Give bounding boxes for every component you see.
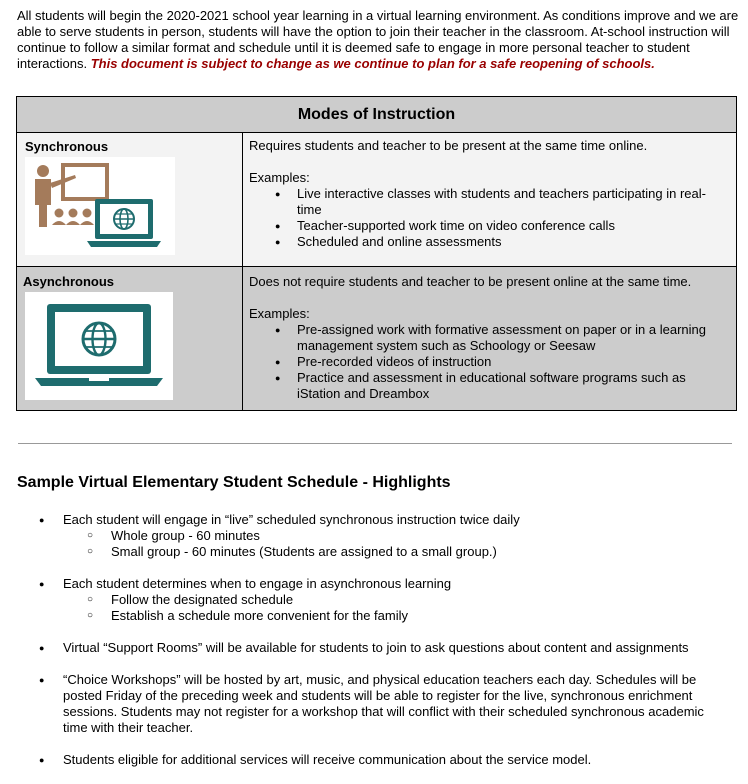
asynchronous-row <box>17 267 737 411</box>
list-item <box>63 512 717 560</box>
list-item <box>63 576 717 624</box>
list-item: ● Scheduled and online assessments <box>297 234 736 250</box>
intro-warning: This document is subject to change as we continue to plan for a safe reopening of schools. <box>90 56 655 71</box>
modes-of-instruction-table <box>16 96 737 411</box>
sub-list-item: ○ Establish a schedule more convenient for the family <box>111 608 717 624</box>
schedule-list <box>17 512 717 768</box>
schedule-item-text: Virtual “Support Rooms” will be available for students to join to ask questions about content and assignments <box>63 640 689 655</box>
laptop-globe-icon <box>25 292 173 400</box>
synchronous-description: Requires students and teacher to be present at the same time online. <box>249 138 648 153</box>
section-divider <box>18 443 732 444</box>
asynchronous-mode-cell <box>17 267 243 411</box>
list-item <box>63 640 717 656</box>
synchronous-label: Synchronous <box>25 139 109 154</box>
synchronous-mode-cell <box>17 133 243 267</box>
schedule-item-text: Each student determines when to engage in asynchronous learning <box>63 576 452 591</box>
asynchronous-description-cell <box>243 267 737 411</box>
asynchronous-examples-list <box>249 322 736 402</box>
schedule-item-text: Each student will engage in “live” scheduled synchronous instruction twice daily <box>63 512 520 527</box>
intro-text: All students will begin the 2020-2021 school year learning in a virtual learning environment. As conditions improve and we are able to serve students in person, students will have the option to join their teacher in the classroom. At-school instruction will continue to follow a similar format and schedule until it is deemed safe to engage in more personal teacher to student interactions. <box>17 8 739 71</box>
sub-list-item: ○ Whole group - 60 minutes <box>111 528 717 544</box>
synchronous-examples-label: Examples: <box>249 170 310 185</box>
teacher-classroom-laptop-icon <box>25 157 175 255</box>
sub-list-item: ○ Follow the designated schedule <box>111 592 717 608</box>
schedule-item-text: “Choice Workshops” will be hosted by art, music, and physical education teachers each day. Schedules will be posted Friday of the preceding week and students will be able to register for the live, synchronous enrichment sessions. Students may not register for a workshop that will conflict with their scheduled synchronous academic time with their teacher. <box>63 672 704 735</box>
sub-list-item: ○ Small group - 60 minutes (Students are assigned to a small group.) <box>111 544 717 560</box>
list-item: ● Practice and assessment in educational software programs such as iStation and Dreambox <box>297 370 736 402</box>
asynchronous-examples-label: Examples: <box>249 306 310 321</box>
list-item: ● Live interactive classes with students and teachers participating in real-time <box>297 186 736 218</box>
list-item: ● Teacher-supported work time on video conference calls <box>297 218 736 234</box>
schedule-highlights <box>17 512 717 784</box>
list-item <box>63 752 717 768</box>
list-item: ● Pre-recorded videos of instruction <box>297 354 736 370</box>
list-item <box>63 672 717 736</box>
modes-table-heading: Modes of Instruction <box>17 97 737 133</box>
asynchronous-label: Asynchronous <box>23 274 115 289</box>
sub-list <box>63 592 717 624</box>
synchronous-row <box>17 133 737 267</box>
schedule-title: Sample Virtual Elementary Student Schedule - Highlights <box>17 474 451 491</box>
sub-list <box>63 528 717 560</box>
schedule-item-text: Students eligible for additional services will receive communication about the service model. <box>63 752 592 767</box>
synchronous-examples-list <box>249 186 736 250</box>
synchronous-description-cell <box>243 133 737 267</box>
list-item: ● Pre-assigned work with formative assessment on paper or in a learning management system such as Schoology or Seesaw <box>297 322 736 354</box>
intro-paragraph <box>17 8 739 72</box>
asynchronous-description: Does not require students and teacher to be present online at the same time. <box>249 274 692 289</box>
